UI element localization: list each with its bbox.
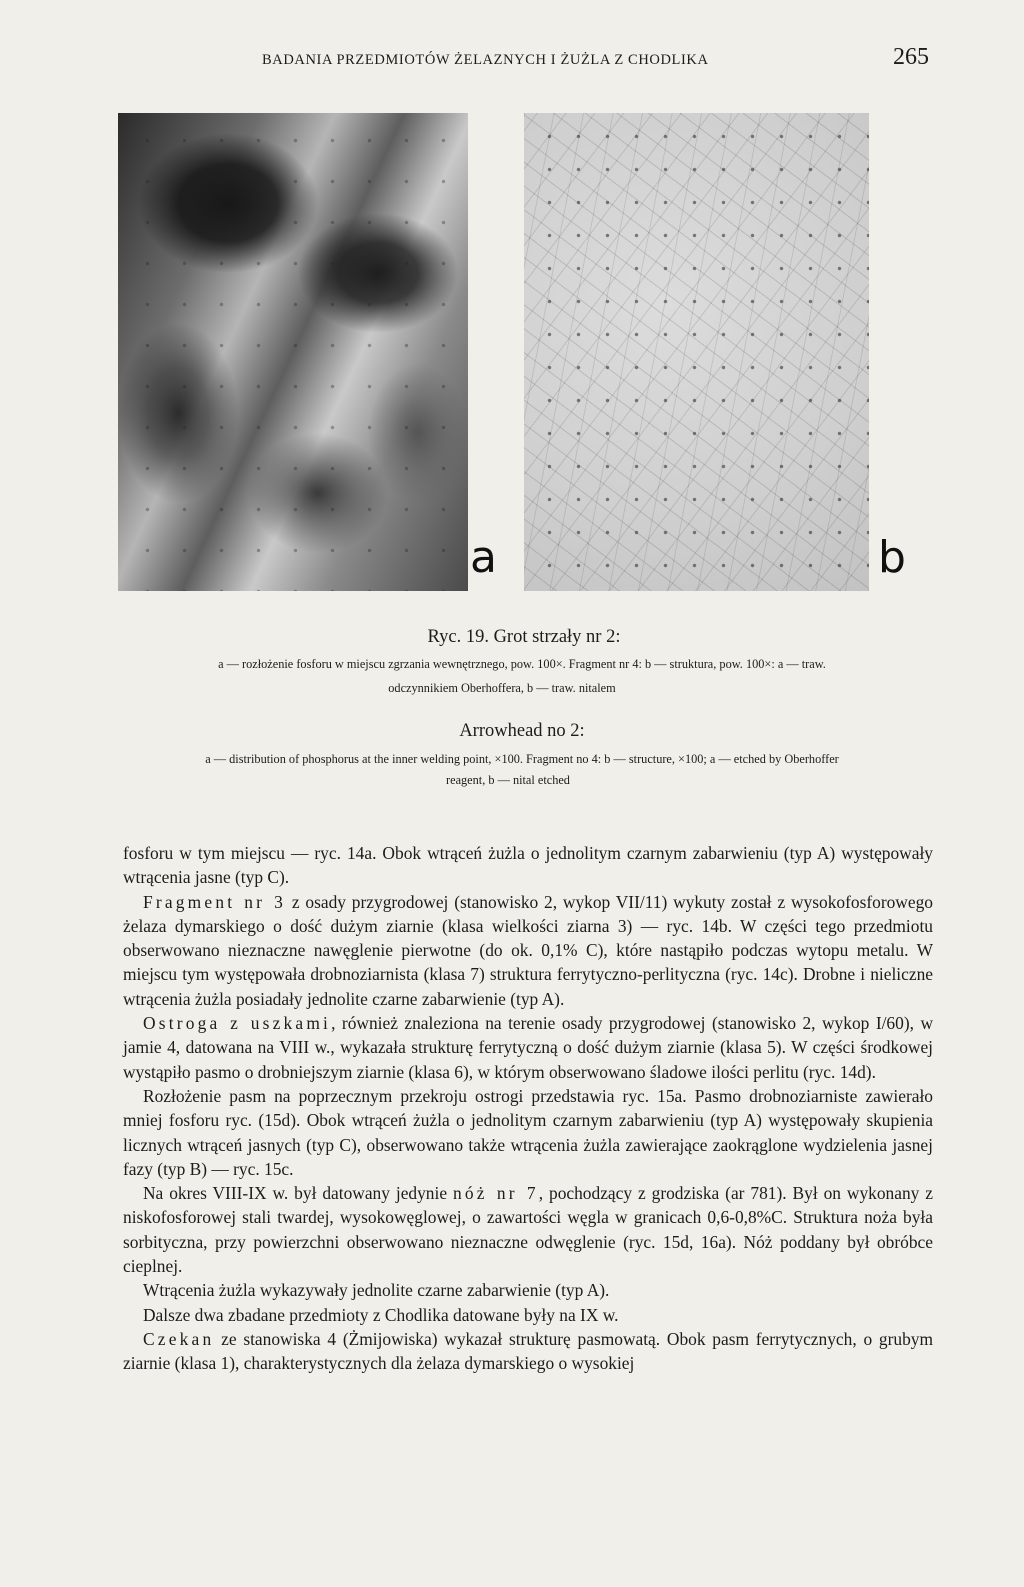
page-number: 265 (893, 44, 929, 70)
paragraph-1: fosforu w tym miejscu — ryc. 14a. Obok wtrąceń żużla o jednolitym czarnym zabarwieniu (typ A) występowały wtrącenia jasne (typ C). (123, 843, 933, 888)
running-head: BADANIA PRZEDMIOTÓW ŻELAZNYCH I ŻUŻLA Z CHODLIKA (262, 52, 709, 68)
paragraph-3-lead: Ostroga z uszkami (143, 1013, 332, 1034)
paragraph-5-lead: nóż nr 7 (452, 1183, 539, 1204)
caption-en-line-2: reagent, b — nital etched (446, 773, 570, 787)
paragraph-8-text: ze stanowiska 4 (Żmijowiska) wykazał strukturę pasmowatą. Obok pasm ferrytycznych, o grubym ziarnie (klasa 1), charakterystycznych dla żelaza dymarskiego o wysokiej (123, 1328, 933, 1374)
paragraph-3-text: , również znaleziona na terenie osady przygrodowej (stanowisko 2, wykop I/60), w jamie 4, datowana na VIII w., wykazała strukturę ferrytyczną o dość dużym ziarnie (klasa 5). W części środkowej wystąpiło pasmo o drobniejszym ziarnie (klasa 6), w którym obserwowano śladowe ilości perlitu (ryc. 14d). (123, 1013, 933, 1082)
caption-en-line-1: a — distribution of phosphorus at the inner welding point, ×100. Fragment no 4: b — structure, ×100; a — etched by Oberhoffer (205, 752, 839, 766)
paragraph-4: Rozłożenie pasm na poprzecznym przekroju ostrogi przedstawia ryc. 15a. Pasmo drobnoziarniste zawierało mniej fosforu ryc. (15d). Obok wtrąceń żużla o jednolitym czarnym zabarwieniu (typ A) występowały skupienia licznych wtrąceń jasnych (typ C), obserwowano także wtrącenia żużla zawierające zaokrąglone wydzielenia jasnej fazy (typ B) — ryc. 15c. (123, 1085, 933, 1179)
micrograph-a (118, 113, 468, 591)
paragraph-5-text: , pochodzący z grodziska (ar 781). Był on wykonany z niskofosforowej stali twardej, wysokowęglowej, o zawartości węgla w granicach 0,6-0,8%C. Struktura noża była sorbityczna, przy powierzchni obserwowano nieznaczne odwęglenie (ryc. 15d, 16a). Nóż poddany był obróbce cieplnej. (123, 1183, 933, 1277)
paragraph-5 (123, 1181, 933, 1278)
micrograph-b-label: b (878, 532, 906, 583)
paragraph-7: Dalsze dwa zbadane przedmioty z Chodlika datowane były na IX w. (143, 1304, 619, 1325)
paragraph-8-lead: Czekan (143, 1328, 215, 1349)
paragraph-3 (123, 1011, 933, 1084)
caption-pl-line-2: odczynnikiem Oberhoffera, b — traw. nitalem (388, 681, 616, 695)
caption-pl-line-1: a — rozłożenie fosforu w miejscu zgrzania wewnętrznego, pow. 100×. Fragment nr 4: b — struktura, pow. 100×: a — traw. (218, 657, 826, 671)
caption-en-title: Arrowhead no 2: (459, 721, 585, 741)
micrograph-a-label: a (470, 532, 497, 583)
paragraph-2 (123, 890, 933, 1011)
caption-pl-title: Ryc. 19. Grot strzały nr 2: (427, 627, 621, 647)
body-text (123, 841, 933, 1376)
paragraph-8 (123, 1327, 933, 1376)
micrograph-b (524, 113, 869, 591)
paragraph-6: Wtrącenia żużla wykazywały jednolite czarne zabarwienie (typ A). (143, 1280, 610, 1301)
paragraph-5-start: Na okres VIII-IX w. był datowany jedynie (143, 1183, 453, 1204)
paragraph-2-text: z osady przygrodowej (stanowisko 2, wykop VII/11) wykuty został z wysokofosforowego żelaza dymarskiego o dość dużym ziarnie (klasa wielkości ziarna 3) — ryc. 14b. W części tego przedmiotu obserwowano nieznaczne nawęglenie pierwotne (do ok. 0,1% C), które nastąpiło podczas wytopu metalu. W miejscu tym występowała drobnoziarnista (klasa 7) struktura ferrytyczno-perlityczna (ryc. 14c). Drobne i nieliczne wtrącenia żużla posiadały jednolite czarne zabarwienie (typ A). (123, 891, 933, 1009)
paragraph-2-lead: Fragment nr 3 (143, 891, 287, 912)
